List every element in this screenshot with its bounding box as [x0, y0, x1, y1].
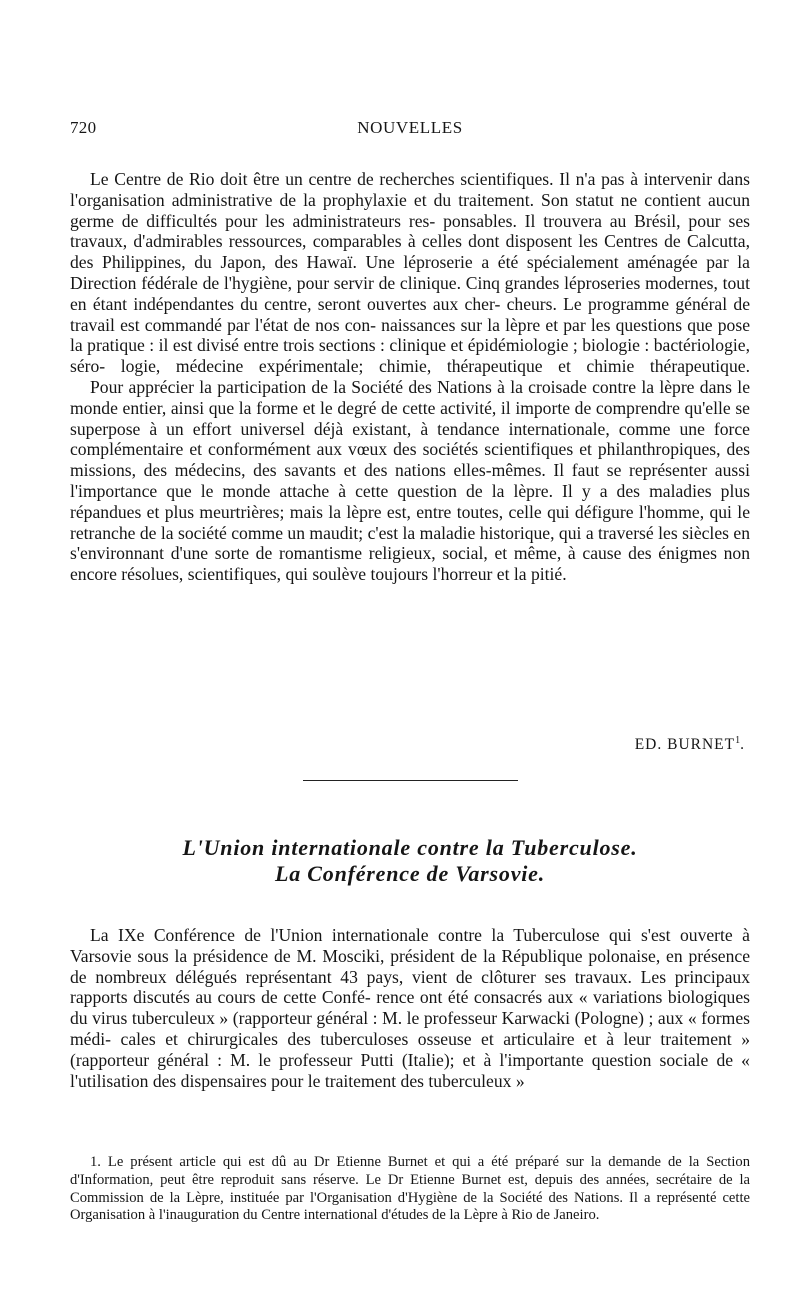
text-line: fédérale de l'hygiène, pour servir de clinique. Cinq grandes léproseries	[141, 272, 641, 293]
text-line: La IXe Conférence de l'Union internationale contre la Tuberculose qui s'est	[90, 925, 671, 945]
page-number: 720	[70, 118, 97, 137]
text-line: l'importance que le monde attache à cette question de la lèpre. Il y a des	[70, 480, 641, 501]
text-line: Japon, des Hawaï. Une léproserie a été spécialement aménagée par la Direction	[70, 252, 750, 293]
text-line: ouverte à Varsovie sous la présidence de M. Mosciki, président de la République	[70, 925, 750, 966]
section-heading-line-1: L'Union internationale contre la Tuberculose.	[182, 835, 638, 860]
text-line: 1. Le présent article qui est dû au Dr Etienne Burnet et qui a été préparé sur la	[90, 1154, 602, 1170]
text-line: à tendance internationale, comme une force complémentaire et conformément	[70, 418, 750, 460]
signature-period: .	[740, 736, 745, 753]
text-line: Pour apprécier la participation de la Société des Nations à la croisade contre	[90, 376, 637, 397]
text-line: ponsables. Il trouvera au Brésil, pour ses travaux, d'admirables ressources,	[70, 210, 750, 252]
text-line: l'inauguration du Centre international d'études de la Lèpre à Rio de Janeiro.	[158, 1207, 600, 1224]
text-line: modernes, tout en étant indépendantes du centre, seront ouvertes aux cher-	[70, 272, 750, 314]
text-line: intervenir dans l'organisation administrative de la prophylaxie et du traitement.	[70, 169, 750, 210]
text-line: polonaise, en présence de nombreux délégués représentant 43 pays, vient de	[70, 945, 751, 987]
text-line: (rapporteur général : M. le professeur Putti (Italie); et à l'importante question	[70, 1049, 652, 1070]
footnote-text	[70, 1154, 750, 1225]
text-line: comparables à celles dont disposent les Centres de Calcutta, des Philippines, du	[70, 231, 750, 273]
article-tuberculosis-body	[70, 925, 750, 1091]
text-line: cales et chirurgicales des tuberculoses osseuse et articulaire et à leur traitement »	[120, 1028, 750, 1049]
text-line: (rapporteur général : M. le professeur Karwacki (Pologne) ; aux « formes médi-	[70, 1008, 750, 1049]
text-line: sorte de romantisme religieux, social, et même, à cause des énigmes non	[214, 543, 750, 564]
text-line: maladies plus répandues et plus meurtrières; mais la lèpre est, entre toutes,	[70, 480, 750, 522]
text-line: Burnet est, depuis des années, secrétaire de la Commission de la Lèpre, instituée par	[70, 1171, 750, 1206]
article-leprosy-body	[70, 169, 750, 585]
text-line: entre trois sections : clinique et épidémiologie ; biologie : bactériologie, séro-	[70, 335, 750, 377]
text-line: encore résolues, scientifiques, qui soulève toujours l'horreur et la pitié.	[70, 564, 567, 585]
text-line: c'est la maladie historique, qui a traversé les siècles en s'environnant d'une	[70, 522, 750, 564]
article-leprosy-paragraph-2	[70, 377, 750, 585]
text-line: logie, médecine expérimentale; chimie, thérapeutique et chimie thérapeutique.	[120, 356, 750, 377]
footnote	[70, 1154, 750, 1225]
text-line: Le Centre de Rio doit être un centre de recherches scientifiques. Il n'a pas à	[90, 169, 639, 189]
text-line: sociale de « l'utilisation des dispensaires pour le traitement des tuberculeux »	[70, 1049, 750, 1091]
text-line: la lèpre dans le monde entier, ainsi que la forme et le degré de cette activité, il	[70, 376, 750, 418]
text-line: importe de comprendre qu'elle se superpose à un effort universel déjà existant,	[70, 397, 750, 439]
text-line: cheurs. Le programme général de travail est commandé par l'état de nos con-	[70, 293, 750, 335]
text-line: clôturer ses travaux. Les principaux rapports discutés au cours de cette Confé-	[70, 966, 751, 1008]
section-heading	[60, 835, 760, 887]
text-line: l'Organisation d'Hygiène de la Société des Nations. Il a représenté cette Organisation à	[70, 1189, 750, 1224]
text-line: naissances sur la lèpre et par les questions que pose la pratique : il est divisé	[70, 314, 751, 356]
text-line: rence ont été consacrés aux « variations biologiques du virus tuberculeux »	[70, 987, 750, 1029]
text-line: celle qui défigure l'homme, qui le retranche de la société comme un maudit;	[70, 501, 750, 543]
running-head	[70, 118, 750, 142]
text-line: Son statut ne contient aucun germe de difficultés pour les administrateurs res-	[70, 189, 750, 231]
article-tuberculosis-paragraph-1	[70, 925, 750, 1091]
text-line: médecins, des savants et des nations elles-mêmes. Il faut se représenter aussi	[174, 460, 750, 481]
running-title: NOUVELLES	[357, 118, 463, 137]
text-line: demande de la Section d'Information, peut être reproduit sans réserve. Le Dr Etienne	[70, 1154, 750, 1188]
author-name: ED. BURNET	[634, 736, 736, 753]
text-line: aux vœux des sociétés scientifiques et philanthropiques, des missions, des	[70, 439, 750, 481]
section-divider	[303, 780, 518, 781]
author-signature	[635, 735, 745, 754]
section-heading-line-2: La Conférence de Varsovie.	[274, 861, 546, 886]
footnote-reference[interactable]: 1	[735, 735, 741, 746]
article-leprosy-paragraph-1	[70, 169, 750, 377]
